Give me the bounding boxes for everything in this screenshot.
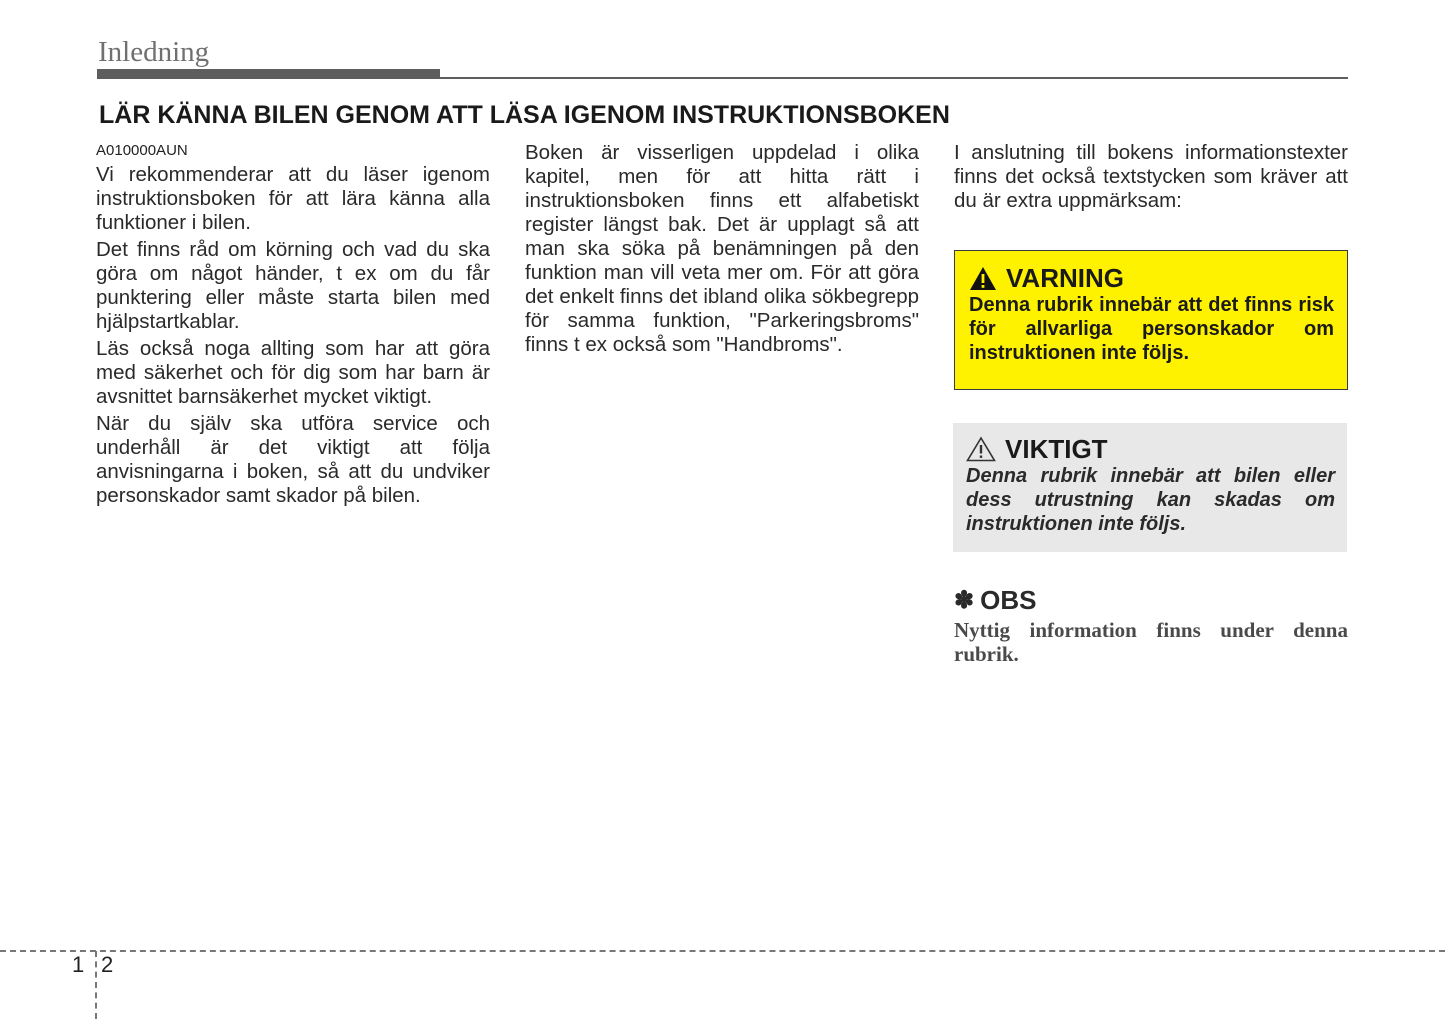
warning-heading [969, 263, 1334, 293]
important-heading [966, 434, 1335, 464]
text-column-1 [96, 141, 490, 511]
section-code: A010000AUN [96, 142, 188, 159]
page-number: 2 [101, 952, 114, 977]
section-header: Inledning [98, 36, 210, 68]
page-title: LÄR KÄNNA BILEN GENOM ATT LÄSA IGENOM INSTRUKTIONSBOKEN [99, 101, 950, 129]
paragraph: I anslutning till bokens informationstexter finns det också textstycken som kräver att du är extra uppmärksam: [954, 141, 1348, 212]
important-box [953, 423, 1347, 552]
important-text: Denna rubrik innebär att bilen eller dess utrustning kan skadas om instruktionen inte följs. [966, 465, 1335, 535]
header-rule-thin [97, 77, 1348, 79]
paragraph: Det finns råd om körning och vad du ska göra om något händer, t ex om du får punktering eller måste starta bilen med hjälpstartkablar. [96, 238, 490, 333]
page-number-divider [95, 951, 97, 1019]
text-column-2 [525, 141, 919, 360]
paragraph: Boken är visserligen uppdelad i olika kapitel, men för att hitta rätt i instruktionsboken finns ett alfabetiskt register längst bak. Det är upplagt så att man ska söka på benämningen på den funktion man vill veta mer om. För att göra det enkelt finns det ibland olika sökbegrepp för samma funktion, "Parkeringsbroms" finns t ex också som "Handbroms". [525, 141, 919, 356]
paragraph: Läs också noga allting som har att göra med säkerhet och för dig som har barn är avsnittet barnsäkerhet mycket viktigt. [96, 337, 490, 408]
note-heading [954, 585, 1036, 616]
caution-triangle-icon [966, 436, 996, 462]
asterisk-icon: ✽ [954, 587, 975, 614]
paragraph: När du själv ska utföra service och underhåll är det viktigt att följa anvisningarna i boken, så att du undviker personskador samt skador på bilen. [96, 412, 490, 507]
note-title: OBS [980, 585, 1037, 615]
important-title: VIKTIGT [1005, 434, 1108, 464]
warning-triangle-icon [969, 266, 997, 291]
warning-title: VARNING [1006, 263, 1124, 293]
warning-box [954, 250, 1348, 390]
chapter-number: 1 [72, 952, 85, 977]
text-column-3 [954, 141, 1348, 216]
paragraph: Vi rekommenderar att du läser igenom instruktionsboken för att lära känna alla funktioner i bilen. [96, 163, 490, 234]
footer-divider [0, 950, 1445, 952]
note-text: Nyttig information finns under denna rubrik. [954, 618, 1348, 666]
warning-text: Denna rubrik innebär att det finns risk för allvarliga personskador om instruktionen inte följs. [969, 294, 1334, 364]
